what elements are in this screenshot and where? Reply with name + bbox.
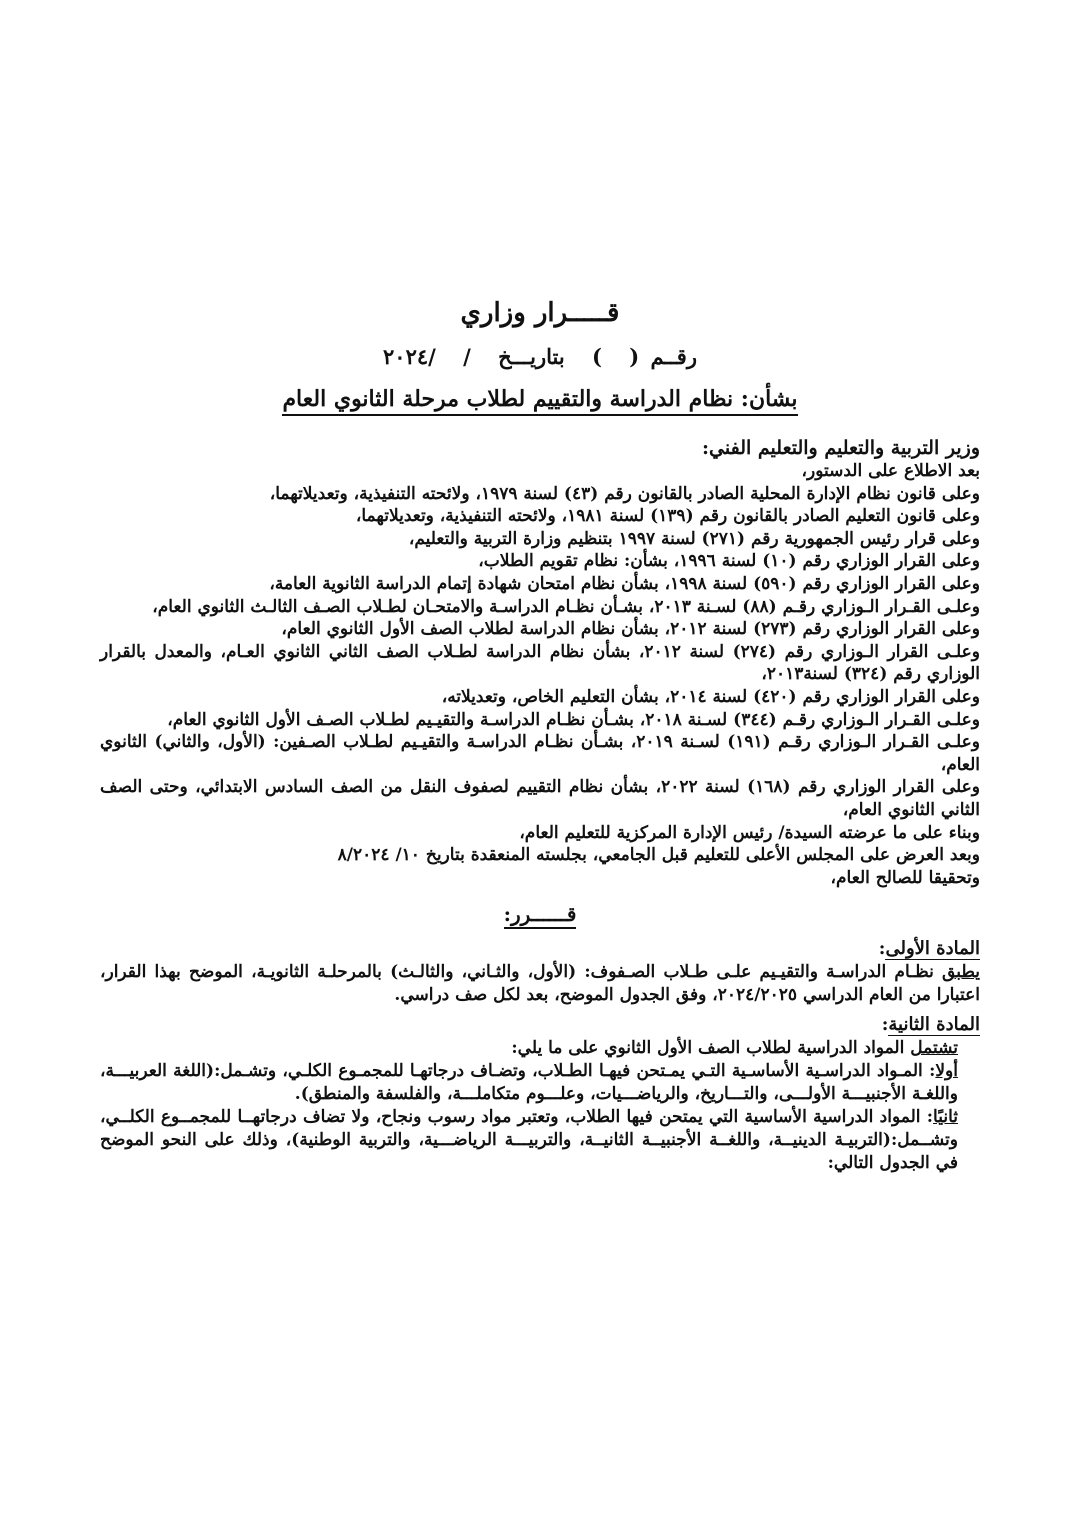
preamble-line: وعلى قرار رئيس الجمهورية رقم (٢٧١) لسنة ١٩٩٧ بتنظيم وزارة التربية والتعليم، [408,528,980,549]
number-label: رقــم ( [629,344,697,369]
number-close: ) [592,344,602,369]
article-2-first [100,1060,980,1106]
article-1-colon: : [878,938,886,960]
preamble-line: وعلى القرار الوزاري رقم (٢٧٣) لسنة ٢٠١٢، بشأن نظام الدراسة لطلاب الصف الأول الثانوي العام، [281,619,980,640]
article-1-lead: يطبق [942,962,980,983]
decision-word: قــــــرر: [504,902,577,929]
article-2-heading [100,1013,980,1037]
decree-subject [100,384,980,414]
article-2-second [100,1106,980,1175]
decree-number-date [100,342,980,372]
article-2-intro-text: المواد الدراسية لطلاب الصف الأول الثانوي على ما يلي: [511,1038,911,1059]
article-1-text [100,961,980,1007]
preamble-line: وعلى القرار الوزاري رقم (١٠) لسنة ١٩٩٦، بشأن: نظام تقويم الطلاب، [478,551,980,572]
decree-title: قـــــرار وزاري [460,298,620,328]
preamble-line: وعلى القرار الوزاري رقم (٥٩٠) لسنة ١٩٩٨، بشأن نظام امتحان شهادة إتمام الدراسة الثانوية العامة، [269,573,980,594]
article-2-second-text: : المواد الدراسية الأساسية التي يمتحن فيها الطلاب، وتعتبر مواد رسوب ونجاح، ولا تضاف درجاتهــا للمجمــوع الكلــي، وتشــمل:(التربيـة الدينيــة، واللغــة الأجنبيــة الثانيــة، والتربيـــة الرياضـــية، والتربية الوطنية)، وذلك على النحو الموضح في الجدول التالي: [100,1107,958,1174]
preamble-line: بعد الاطلاع على الدستور، [801,461,980,481]
article-1-body: نظـام الدراسـة والتقيـيم علـى طـلاب الصـفوف: (الأول، والثـاني، والثالـث) بالمرحلـة الثانويـة، الموضح بهذا القرار، اعتبارا من العام الدراسي ٢٠٢٤/٢٠٢٥، وفق الجدول الموضح، بعد لكل صف دراسي. [100,962,980,1006]
date-year: /٢٠٢٤ [383,344,436,369]
preamble-line: وبعد العرض على المجلس الأعلى للتعليم قبل الجامعي، بجلسته المنعقدة بتاريخ ١٠/ ٨/٢٠٢٤ [337,845,980,866]
article-1-heading [100,937,980,961]
article-2-title: المادة الثانية [888,1014,980,1036]
minister-line: وزير التربية والتعليم والتعليم الفني: [702,437,980,459]
preamble-line: وعلـى القـرار الـوزاري رقـم (٣٤٤) لسـنة ٢٠١٨، بشـأن نظـام الدراسـة والتقيـيم لطـلاب الصـف الأول الثانوي العام، [167,709,980,730]
preamble-line: وعلى قانون نظام الإدارة المحلية الصادر بالقانون رقم (٤٣) لسنة ١٩٧٩، ولائحته التنفيذية، وتعديلاتهما، [269,483,980,504]
article-2-colon: : [881,1014,889,1036]
article-2 [100,1013,980,1175]
subject-text: : نظام الدراسة والتقييم لطلاب مرحلة الثانوي العام [282,386,749,412]
article-2-intro [100,1037,980,1060]
preamble [100,460,980,889]
preamble-line: وعلى قانون التعليم الصادر بالقانون رقم (١٣٩) لسنة ١٩٨١، ولائحته التنفيذية، وتعديلاتهما، [355,506,980,527]
preamble-line: وعلى القرار الوزاري رقم (٤٢٠) لسنة ٢٠١٤، بشأن التعليم الخاص، وتعديلاته، [441,686,980,707]
preamble-line: وعلـى القـرار الـوزاري رقـم (٨٨) لسـنة ٢٠١٣، بشـأن نظـام الدراسـة والامتحـان لطـلاب الصـف الثالـث الثانوي العام، [152,596,980,617]
subject-label: بشأن [748,386,798,412]
preamble-line: وعلى القرار الوزاري رقم (١٦٨) لسنة ٢٠٢٢، بشأن نظام التقييم لصفوف النقل من الصف السادس الابتدائي، وحتى الصف الثاني الثانوي العام، [100,777,980,820]
decision-heading [100,901,980,927]
preamble-line: وتحقيقا للصالح العام، [830,867,980,888]
preamble-line: وبناء على ما عرضته السيدة/ رئيس الإدارة المركزية للتعليم العام، [519,822,980,843]
article-2-first-label: أولا [935,1061,958,1082]
date-separator: / [463,344,471,369]
article-2-intro-lead: تشتمل [910,1038,958,1059]
article-2-second-label: ثانيًا [933,1107,958,1128]
article-1-title: المادة الأولى [885,938,980,960]
article-1 [100,937,980,1007]
date-label: بتاريـــخ [498,344,565,369]
preamble-line: وعلـى القرار الـوزاري رقم (٢٧٤) لسنة ٢٠١٢، بشأن نظام الدراسة لطـلاب الصف الثاني الثانوي العـام، والمعدل بالقرار الوزاري رقم (٣٢٤) لسنة٢٠١٣، [100,641,980,685]
article-2-first-text: : المـواد الدراسـية الأساسـية التـي يمـتحن فيهـا الطـلاب، وتضـاف درجاتهـا للمجمـوع الكلـي، وتشـمل:(اللغة العربيـــة، واللغـة الأجنبيـــة الأولـــى، والتـــاريخ، والرياضـــيات، وعلـــوم متكاملـــة، والفلسفة والمنطق). [100,1061,958,1105]
preamble-line: وعلـى القـرار الـوزاري رقـم (١٩١) لسـنة ٢٠١٩، بشـأن نظـام الدراسـة والتقيـيم لطـلاب الصـفين: (الأول، والثاني) الثانوي العام، [100,732,980,775]
